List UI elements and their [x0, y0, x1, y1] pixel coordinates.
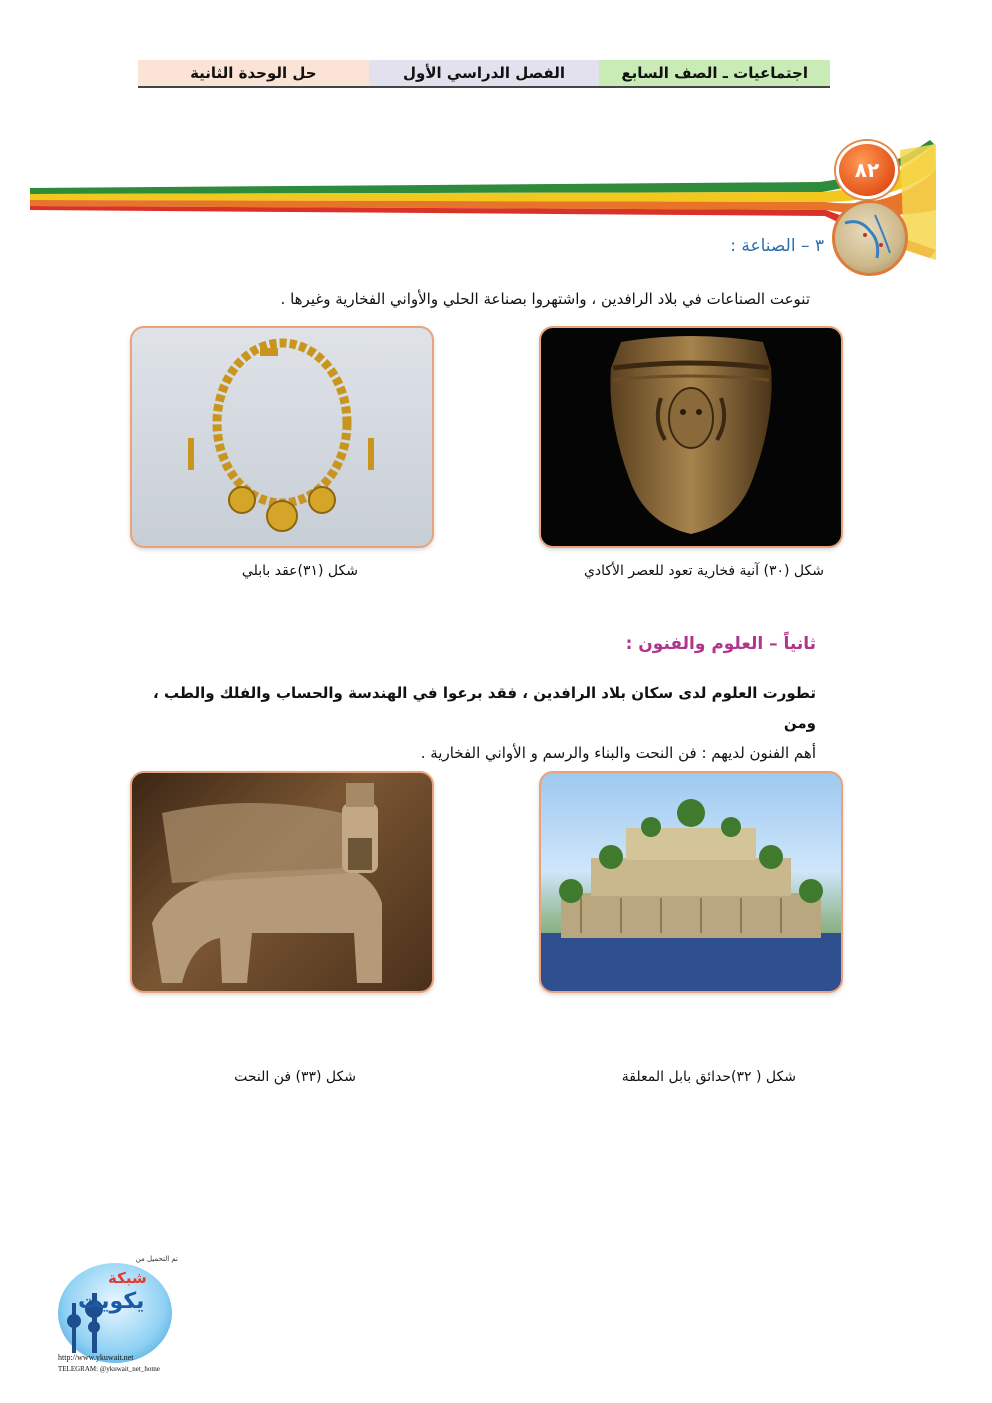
section-sciences-text — [126, 678, 816, 768]
header-subject: اجتماعيات ـ الصف السابع — [599, 60, 830, 86]
section-sciences-line1: تطورت العلوم لدى سكان بلاد الرافدين ، فقد برعوا في الهندسة والحساب والفلك والطب ، ومن — [153, 684, 816, 732]
section-industry-text: تنوعت الصناعات في بلاد الرافدين ، واشتهروا بصناعة الحلي والأواني الفخارية وغيرها . — [280, 290, 810, 308]
logo-url: http://www.ykuwait.net — [58, 1353, 134, 1362]
hanging-gardens-photo — [539, 771, 843, 993]
page-number: ٨٢ — [836, 141, 898, 199]
logo-name-line2: يكويت — [78, 1289, 145, 1314]
logo-telegram: TELEGRAM: @ykuwait_net_home — [58, 1365, 160, 1373]
lamassu-sculpture-photo — [130, 771, 434, 993]
header-unit: حل الوحدة الثانية — [138, 60, 369, 86]
section-sciences-line2: أهم الفنون لديهم : فن النحت والبناء والرسم و الأواني الفخارية . — [420, 744, 816, 762]
babylonian-necklace-photo — [130, 326, 434, 548]
header-term: الفصل الدراسي الأول — [369, 60, 600, 86]
header-bar — [138, 60, 830, 88]
ykuwait-logo — [54, 1255, 178, 1379]
logo-top-text: تم التحميل من — [135, 1255, 178, 1263]
figure-30-caption: شكل (٣٠) آنية فخارية تعود للعصر الأكادي — [583, 563, 824, 579]
figure-33-caption: شكل (٣٣) فن النحت — [234, 1069, 356, 1085]
section-sciences-title: ثانياً – العلوم والفنون : — [625, 634, 816, 654]
figure-32-caption: شكل ( ٣٢)حدائق بابل المعلقة — [621, 1069, 796, 1085]
figure-31-caption: شكل (٣١)عقد بابلي — [241, 563, 358, 579]
logo-name-line1: شبكة — [108, 1269, 147, 1287]
section-industry-title: ٣ – الصناعة : — [730, 236, 824, 256]
map-icon — [832, 200, 908, 276]
pottery-vessel-photo — [539, 326, 843, 548]
